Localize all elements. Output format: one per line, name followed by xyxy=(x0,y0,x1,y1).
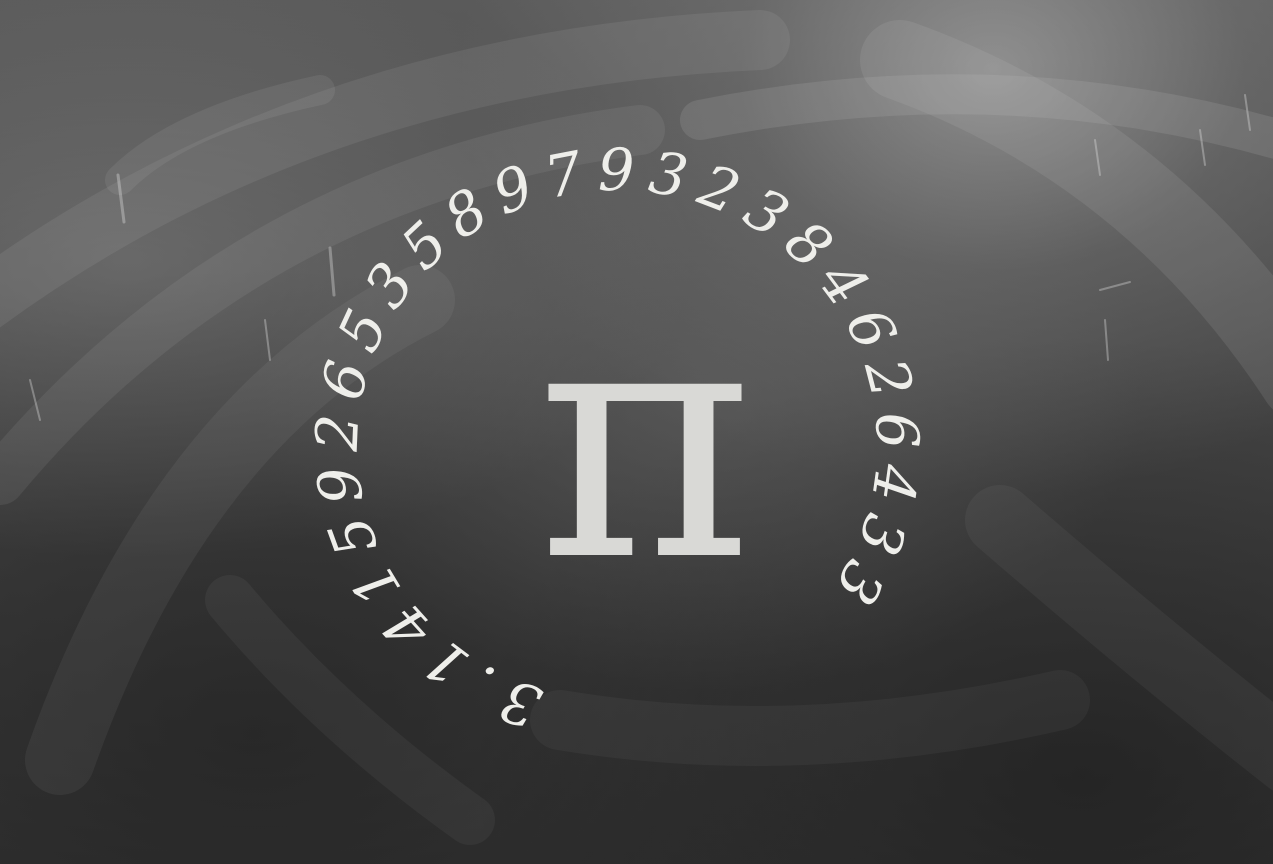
pi-symbol: π xyxy=(536,249,754,633)
pi-digits-text: 3.1415926535897932384626433 xyxy=(302,135,932,742)
